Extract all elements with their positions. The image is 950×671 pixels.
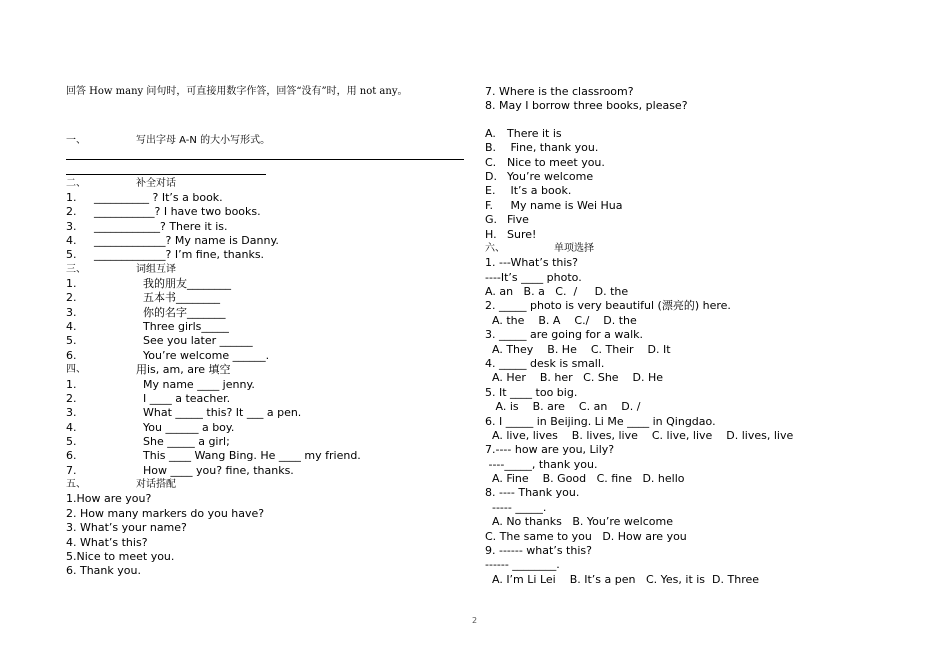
answer-letter: C.: [485, 156, 497, 169]
mc-line: A. live, lives B. lives, live C. live, live D. lives, live: [485, 429, 794, 442]
item-number: 3.: [66, 406, 77, 419]
mc-line: A. They B. He C. Their D. It: [485, 343, 671, 356]
translation-item: Three girls_____: [143, 320, 229, 333]
item-number: 2.: [66, 291, 77, 304]
dialog-item: _____________? My name is Danny.: [94, 234, 279, 247]
answer-option: Fine, thank you.: [507, 141, 599, 154]
fill-item: I ____ a teacher.: [143, 392, 231, 405]
item-number: 3.: [66, 306, 77, 319]
item-number: 5.: [66, 435, 77, 448]
answer-option: There it is: [507, 127, 562, 140]
item-number: 5.: [66, 334, 77, 347]
mc-line: 1. ---What’s this?: [485, 256, 578, 269]
question-item: 3. What’s your name?: [66, 521, 187, 534]
section-4-number: 四、: [66, 364, 86, 375]
dialog-item: _____________? I’m fine, thanks.: [94, 248, 265, 261]
section-4-title: 用is, am, are 填空: [136, 363, 231, 376]
translation-item: 我的朋友________: [143, 277, 231, 290]
question-item: 2. How many markers do you have?: [66, 507, 265, 520]
dialog-item: ___________? I have two books.: [94, 205, 261, 218]
fill-item: My name ____ jenny.: [143, 378, 255, 391]
mc-line: ----- _____.: [485, 501, 547, 514]
fill-item: This ____ Wang Bing. He ____ my friend.: [143, 449, 361, 462]
mc-line: 9. ------ what’s this?: [485, 544, 592, 557]
mc-line: 6. I _____ in Beijing. Li Me ____ in Qingdao.: [485, 415, 716, 428]
mc-line: 4. _____ desk is small.: [485, 357, 605, 370]
answer-option: You’re welcome: [507, 170, 594, 183]
mc-line: 7.---- how are you, Lily?: [485, 443, 615, 456]
item-number: 4.: [66, 320, 77, 333]
mc-line: 3. _____ are going for a walk.: [485, 328, 644, 341]
mc-line: ------ ________.: [485, 558, 560, 571]
section-6-title: 单项选择: [554, 243, 594, 254]
item-number: 1.: [66, 191, 77, 204]
question-item: 4. What’s this?: [66, 536, 148, 549]
mc-line: A. I’m Li Lei B. It’s a pen C. Yes, it is D. Three: [485, 573, 760, 586]
answer-letter: B.: [485, 141, 497, 154]
mc-line: A. Her B. her C. She D. He: [485, 371, 664, 384]
dialog-item: __________ ? It’s a book.: [94, 191, 223, 204]
item-number: 7.: [66, 464, 77, 477]
section-3-title: 词组互译: [136, 264, 176, 275]
note-text: 回答 How many 问句时，可直接用数字作答，回答“没有”时，用 not any。: [66, 86, 408, 97]
question-item: 6. Thank you.: [66, 564, 141, 577]
section-1-title: 写出字母 A-N 的大小写形式。: [136, 135, 271, 146]
answer-letter: A.: [485, 127, 496, 140]
mc-line: C. The same to you D. How are you: [485, 530, 687, 543]
fill-item: She _____ a girl;: [143, 435, 230, 448]
item-number: 6.: [66, 449, 77, 462]
section-5-title: 对话搭配: [136, 479, 176, 490]
section-2-title: 补全对话: [136, 178, 176, 189]
item-number: 1.: [66, 277, 77, 290]
item-number: 5.: [66, 248, 77, 261]
answer-letter: H.: [485, 228, 497, 241]
answer-line: [66, 174, 266, 175]
item-number: 6.: [66, 349, 77, 362]
answer-letter: D.: [485, 170, 497, 183]
item-number: 4.: [66, 421, 77, 434]
mc-line: A. No thanks B. You’re welcome: [485, 515, 673, 528]
dialog-item: ____________? There it is.: [94, 220, 228, 233]
answer-option: It’s a book.: [507, 184, 572, 197]
answer-option: Nice to meet you.: [507, 156, 605, 169]
translation-item: You’re welcome ______.: [143, 349, 270, 362]
answer-option: Five: [507, 213, 529, 226]
question-item: 1.How are you?: [66, 492, 152, 505]
section-3-number: 三、: [66, 264, 86, 275]
mc-line: A. Fine B. Good C. fine D. hello: [485, 472, 685, 485]
fill-item: You ______ a boy.: [143, 421, 235, 434]
item-number: 1.: [66, 378, 77, 391]
fill-item: What _____ this? It ___ a pen.: [143, 406, 302, 419]
page-number: 2: [472, 616, 478, 625]
question-item: 7. Where is the classroom?: [485, 85, 634, 98]
translation-item: 五本书________: [143, 291, 220, 304]
answer-letter: G.: [485, 213, 498, 226]
question-item: 8. May I borrow three books, please?: [485, 99, 688, 112]
answer-letter: F.: [485, 199, 494, 212]
section-2-number: 二、: [66, 178, 86, 189]
answer-line: [66, 159, 464, 160]
answer-letter: E.: [485, 184, 496, 197]
answer-option: Sure!: [507, 228, 537, 241]
translation-item: 你的名字_______: [143, 306, 226, 319]
mc-line: ----_____, thank you.: [485, 458, 598, 471]
mc-line: A. is B. are C. an D. /: [485, 400, 641, 413]
item-number: 3.: [66, 220, 77, 233]
section-6-number: 六、: [485, 243, 505, 254]
fill-item: How ____ you? fine, thanks.: [143, 464, 294, 477]
item-number: 2.: [66, 392, 77, 405]
question-item: 5.Nice to meet you.: [66, 550, 175, 563]
mc-line: 8. ---- Thank you.: [485, 486, 580, 499]
section-5-number: 五、: [66, 479, 86, 490]
item-number: 2.: [66, 205, 77, 218]
section-1-number: 一、: [66, 135, 86, 146]
mc-line: A. the B. A C./ D. the: [485, 314, 637, 327]
mc-line: ----It’s ____ photo.: [485, 271, 582, 284]
mc-line: A. an B. a C. / D. the: [485, 285, 629, 298]
answer-option: My name is Wei Hua: [507, 199, 623, 212]
mc-line: 2. _____ photo is very beautiful (漂亮的) here.: [485, 299, 731, 312]
translation-item: See you later ______: [143, 334, 253, 347]
mc-line: 5. It ____ too big.: [485, 386, 578, 399]
item-number: 4.: [66, 234, 77, 247]
